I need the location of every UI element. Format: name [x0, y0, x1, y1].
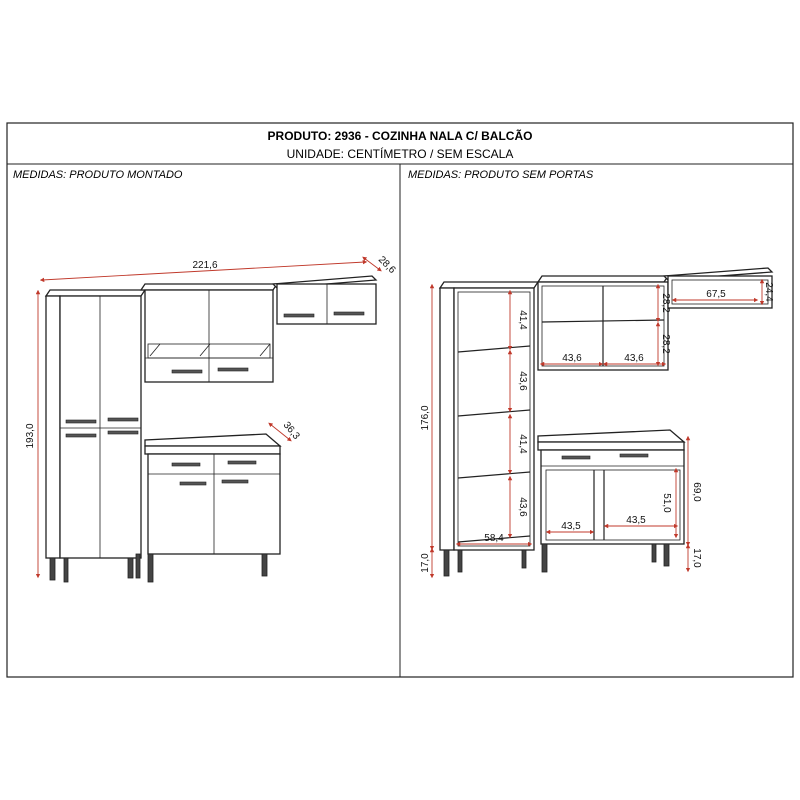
- handle-icon: [218, 368, 248, 371]
- niche-height-label: 24,4: [763, 282, 774, 302]
- unit-subtitle: UNIDADE: CENTÍMETRO / SEM ESCALA: [286, 147, 514, 161]
- shelf-1-label: 41,4: [517, 310, 528, 330]
- handle-icon: [228, 461, 256, 464]
- right-panel-label: MEDIDAS: PRODUTO SEM PORTAS: [408, 169, 594, 181]
- upper-h2-label: 28,2: [660, 334, 671, 354]
- left-panel-label: MEDIDAS: PRODUTO MONTADO: [13, 169, 183, 181]
- leg-icon: [148, 554, 153, 582]
- base-height-label: 69,0: [691, 482, 702, 502]
- leg-left-label: 17,0: [420, 553, 431, 573]
- leg-icon: [542, 544, 547, 572]
- handle-icon: [620, 454, 648, 457]
- shelf-4-label: 43,6: [517, 497, 528, 517]
- leg-right-label: 17,0: [691, 548, 702, 568]
- upper-right-label: 43,6: [624, 353, 644, 364]
- leg-icon: [64, 558, 68, 582]
- product-title: PRODUTO: 2936 - COZINHA NALA C/ BALCÃO: [267, 129, 533, 143]
- leg-icon: [128, 558, 133, 578]
- depth-top-label: 28,6: [375, 254, 398, 276]
- upper-left-label: 43,6: [562, 353, 582, 364]
- total-height-label: 193,0: [25, 423, 36, 449]
- wall-niche: [664, 268, 772, 308]
- leg-icon: [652, 544, 656, 562]
- handle-icon: [284, 314, 314, 317]
- niche-width-label: 67,5: [706, 289, 726, 300]
- wall-cabinet: [273, 276, 376, 324]
- base-right-label: 43,5: [626, 515, 646, 526]
- counter-depth-label: 36,3: [280, 419, 302, 442]
- leg-icon: [136, 554, 140, 578]
- leg-icon: [664, 544, 669, 566]
- base-left-label: 43,5: [561, 521, 581, 532]
- leg-icon: [522, 550, 526, 568]
- leg-icon: [50, 558, 55, 580]
- base-counter: [136, 434, 280, 582]
- total-width-label: 221,6: [192, 260, 218, 271]
- upper-cabinet: [141, 284, 277, 382]
- assembled-kitchen: [25, 254, 398, 582]
- handle-icon: [562, 456, 590, 459]
- handle-icon: [108, 418, 138, 421]
- handle-icon: [66, 420, 96, 423]
- upper-shelving: [538, 276, 668, 370]
- tall-height-label: 176,0: [420, 405, 431, 431]
- handle-icon: [108, 431, 138, 434]
- handle-icon: [172, 370, 202, 373]
- shelf-2-label: 43,6: [517, 371, 528, 391]
- base-inner-h-label: 51,0: [661, 493, 672, 513]
- leg-icon: [444, 550, 449, 576]
- inner-width-tall-label: 58,4: [484, 533, 504, 544]
- leg-icon: [458, 550, 462, 572]
- shelf-3-label: 41,4: [517, 434, 528, 454]
- upper-h1-label: 28,2: [660, 293, 671, 313]
- handle-icon: [172, 463, 200, 466]
- open-kitchen: [420, 268, 774, 576]
- handle-icon: [334, 312, 364, 315]
- handle-icon: [222, 480, 248, 483]
- leg-icon: [262, 554, 267, 576]
- handle-icon: [180, 482, 206, 485]
- tall-cabinet: [46, 290, 145, 582]
- handle-icon: [66, 434, 96, 437]
